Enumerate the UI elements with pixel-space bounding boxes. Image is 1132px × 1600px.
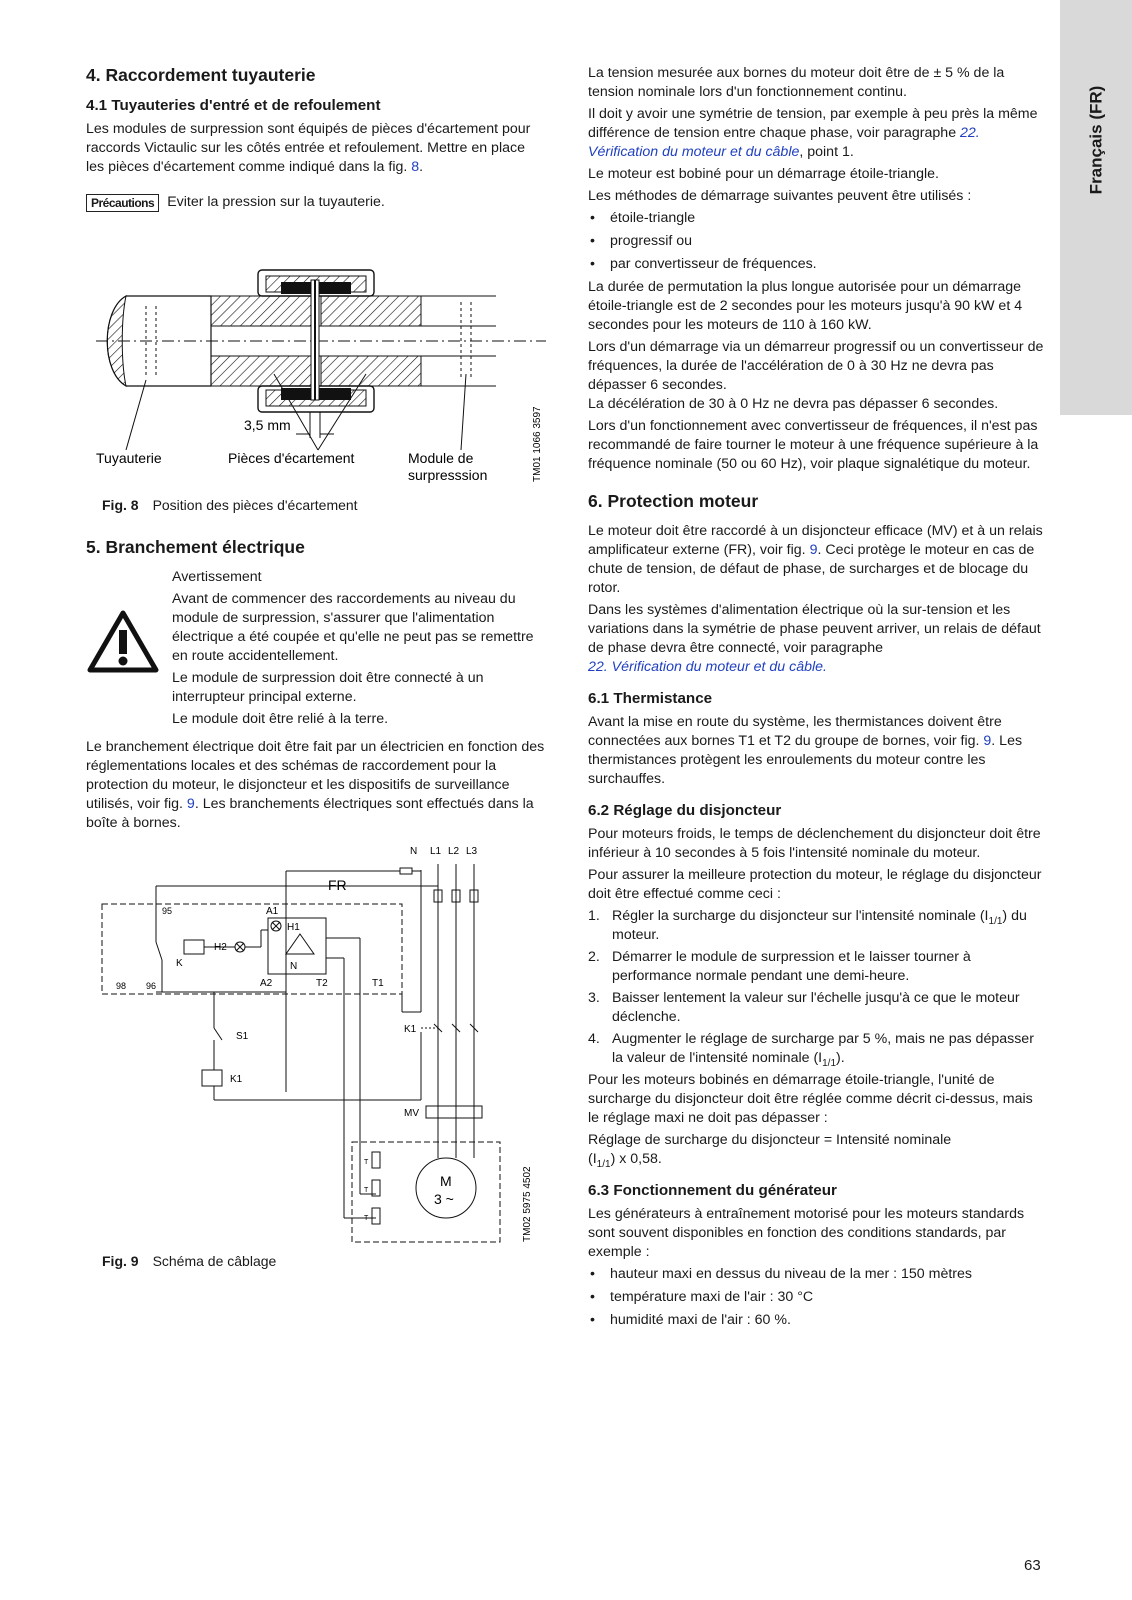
section-4-1-title: 4.1 Tuyauteries d'entré et de refoulement <box>86 97 381 114</box>
language-tab <box>1060 0 1132 415</box>
label-H1: H1 <box>287 922 300 933</box>
label-A1: A1 <box>266 906 279 917</box>
label-98: 98 <box>116 981 127 991</box>
formula-text: Réglage de surcharge du disjoncteur = Intensité nominale <box>588 1132 952 1148</box>
voltage-symmetry <box>588 105 1044 162</box>
section-6-2-p1: Pour moteurs froids, le temps de déclenchement du disjoncteur doit être inférieur à 10 secondes à 5 fois l'intensité nominale du moteur. <box>588 826 1041 861</box>
step-text: Démarrer le module de surpression et le laisser tourner à performance normale pendant une demi-heure. <box>612 949 971 984</box>
section-5-title: 5. Branchement électrique <box>86 537 305 557</box>
label-N-relay: N <box>290 961 298 972</box>
label-pipe: Tuyauterie <box>96 450 162 466</box>
fig-8-number: Fig. 8 <box>102 497 139 513</box>
section-6-2-p3: Pour les moteurs bobinés en démarrage étoile-triangle, l'unité de surcharge du disjoncteur doit être réglée comme décrit ci-dessus, mais le réglage maxi ne doit pas dépasser : <box>588 1072 1033 1126</box>
label-95: 95 <box>162 906 173 916</box>
fig-8-caption <box>102 496 358 515</box>
warning-p3: Le module doit être relié à la terre. <box>172 711 389 727</box>
generator-conditions-list <box>588 1265 1044 1330</box>
label-M: M <box>440 1173 452 1189</box>
label-H2: H2 <box>214 942 227 953</box>
list-item: • température maxi de l'air : 30 °C <box>588 1288 1044 1307</box>
section-6-3-p1: Les générateurs à entraînement motorisé pour les moteurs standards sont souvent disponibles en fonction des conditions standards, par exemple : <box>588 1206 1025 1260</box>
step-number: 4. <box>588 1031 600 1047</box>
section-4-1-body <box>86 120 546 177</box>
step-number: 2. <box>588 949 600 965</box>
label-K: K <box>176 958 183 969</box>
step-subscript: 1/1 <box>822 1057 837 1069</box>
section-22-link-2[interactable]: 22. Vérification du moteur et du câble. <box>588 659 827 675</box>
label-MV: MV <box>404 1108 419 1119</box>
section-6-1-title: 6.1 Thermistance <box>588 690 713 707</box>
warning-p2: Le module de surpression doit être connecté à un interrupteur principal externe. <box>172 670 484 705</box>
section-4-1-text: Les modules de surpression sont équipés de pièces d'écartement pour raccords Victaulic sur les côtés entrée et refoulement. Mettre en place les pièces d'écartement comme indiqué dans la fig. <box>86 121 531 175</box>
label-S1: S1 <box>236 1031 249 1042</box>
list-item: • par convertisseur de fréquences. <box>588 255 1044 274</box>
caution-badge: Précautions <box>86 194 159 212</box>
section-6-title: 6. Protection moteur <box>588 491 759 511</box>
label-96: 96 <box>146 981 157 991</box>
figure-9-wiring-diagram <box>96 842 546 1252</box>
list-item: • humidité maxi de l'air : 60 %. <box>588 1311 1044 1330</box>
dimension-marker <box>244 412 334 438</box>
frequency-converter: Lors d'un fonctionnement avec convertisseur de fréquences, il n'est pas recommandé de faire tourner le moteur à une fréquence supérieure à la fréquence nominale (50 ou 60 Hz), voir plaque signalétique du moteur. <box>588 418 1039 472</box>
label-FR: FR <box>328 877 347 893</box>
list-item: • progressif ou <box>588 232 1044 251</box>
section-6-2-title: 6.2 Réglage du disjoncteur <box>588 802 782 819</box>
fig-9-link[interactable]: 9 <box>186 796 195 812</box>
warning-icon <box>86 568 160 678</box>
switch-duration: La durée de permutation la plus longue autorisée pour un démarrage étoile-triangle est de 2 secondes pour les moteurs jusqu'à 90 kW et 4 secondes pour les moteurs de 110 à 160 kW. <box>588 279 1023 333</box>
label-A2: A2 <box>260 978 273 989</box>
label-L3: L3 <box>466 846 478 857</box>
step-text-end: ). <box>836 1050 845 1066</box>
caution-text: Eviter la pression sur la tuyauterie. <box>167 194 385 210</box>
section-6-text: Le moteur doit être raccordé à un disjoncteur efficace (MV) et à un relais amplificateur externe (FR), voir fig. <box>588 523 1043 558</box>
section-6-p2 <box>588 601 1044 677</box>
deceleration: La décélération de 30 à 0 Hz ne devra pas dépasser 6 secondes. <box>588 396 999 412</box>
dimension-label: 3,5 mm <box>244 417 291 433</box>
section-5-body <box>86 738 546 833</box>
warning-title: Avertissement <box>172 569 262 585</box>
warning-p1: Avant de commencer des raccordements au niveau du module de surpression, s'assurer que l'alimentation électrique a été coupée et qu'elle ne peut pas se remettre en route accidentellement. <box>172 591 534 664</box>
right-column <box>588 64 1044 1334</box>
label-K1-coil: K1 <box>230 1074 243 1085</box>
fig-9-link-3[interactable]: 9 <box>983 733 992 749</box>
section-4-1-text-end: . <box>419 159 424 175</box>
start-methods-intro: Les méthodes de démarrage suivantes peuvent être utilisés : <box>588 188 972 204</box>
label-T-2: T <box>364 1187 369 1194</box>
step-subscript: 1/1 <box>988 915 1003 927</box>
section-6-1-body <box>588 713 1044 789</box>
section-6-1-text-end: . Les thermistances protègent les enroulements du moteur contre les surchauffes. <box>588 733 1023 787</box>
list-item: • étoile-triangle <box>588 209 1044 228</box>
adjustment-steps <box>588 907 1044 1068</box>
label-T-3: T <box>364 1215 369 1222</box>
fig-8-ref: TM01 1066 3597 <box>532 406 543 482</box>
section-6-p2-text: Dans les systèmes d'alimentation électrique où la sur-tension et les variations dans la symétrie de phase peuvent arriver, un relais de défaut de phase devra être connecté, voir paragraphe <box>588 602 1041 656</box>
fig-9-link-2[interactable]: 9 <box>809 542 818 558</box>
label-K1-contacts: K1 <box>404 1024 417 1035</box>
step-item <box>588 948 1044 986</box>
voltage-symmetry-text: Il doit y avoir une symétrie de tension, par exemple à peu près la même différence de tension entre chaque phase, voir paragraphe <box>588 106 1038 141</box>
section-6-p1 <box>588 522 1044 598</box>
step-item <box>588 1030 1044 1068</box>
formula-subscript: 1/1 <box>596 1158 611 1170</box>
section-5 <box>86 536 546 836</box>
label-module-2: surpresssion <box>408 467 488 483</box>
section-22-link[interactable]: 22. Vérification du moteur et du câble <box>588 125 980 160</box>
caution-note <box>86 193 546 212</box>
label-module-1: Module de <box>408 450 474 466</box>
label-L1: L1 <box>430 846 442 857</box>
warning-block <box>86 568 546 732</box>
figure-8-pipe-diagram <box>86 262 556 497</box>
step-text: Baisser lentement la valeur sur l'échelle jusqu'à ce que le moteur déclenche. <box>612 990 1020 1025</box>
acceleration: Lors d'un démarrage via un démarreur progressif ou un convertisseur de fréquences, la durée de l'accélération de 0 à 30 Hz ne devra pas dépasser 6 secondes. <box>588 339 1044 393</box>
section-6-3-title: 6.3 Fonctionnement du générateur <box>588 1182 837 1199</box>
fig-9-ref: TM02 5975 4502 <box>522 1166 533 1242</box>
section-4-title: 4. Raccordement tuyauterie <box>86 65 316 85</box>
label-T2: T2 <box>316 978 328 989</box>
label-N: N <box>410 846 418 857</box>
label-spacers: Pièces d'écartement <box>228 450 355 466</box>
section-6-2-p4 <box>588 1131 1044 1169</box>
step-text-end: ) du moteur. <box>612 908 1027 943</box>
step-item <box>588 907 1044 945</box>
label-L2: L2 <box>448 846 460 857</box>
fig-8-link[interactable]: 8 <box>411 159 420 175</box>
motor-winding: Le moteur est bobiné pour un démarrage étoile-triangle. <box>588 166 939 182</box>
label-T-1: T <box>364 1159 369 1166</box>
fig-9-text: Schéma de câblage <box>152 1253 277 1269</box>
voltage-tolerance: La tension mesurée aux bornes du moteur doit être de ± 5 % de la tension nominale lors d'un fonctionnement continu. <box>588 65 1005 100</box>
step-number: 3. <box>588 990 600 1006</box>
page-number: 63 <box>1024 1557 1041 1574</box>
section-6-text-end: . Ceci protège le moteur en cas de chute de tension, de défaut de phase, de surcharges et de blocage du rotor. <box>588 542 1035 596</box>
section-5-text: Le branchement électrique doit être fait par un électricien en fonction des réglementations locales et des schémas de raccordement pour la protection du moteur, le disjoncteur et les dispositifs de surveillance utilisés, voir fig. <box>86 739 545 812</box>
fig-8-text: Position des pièces d'écartement <box>152 497 358 513</box>
formula-factor: ) x 0,58. <box>610 1151 662 1167</box>
voltage-symmetry-end: , point 1. <box>799 144 854 160</box>
left-column <box>86 64 546 212</box>
section-6-1-text: Avant la mise en route du système, les thermistances doivent être connectées aux bornes T1 et T2 du groupe de bornes, voir fig. <box>588 714 1002 749</box>
start-methods-list <box>588 209 1044 274</box>
fig-9-caption <box>102 1252 276 1271</box>
label-3-phase: 3 ~ <box>434 1191 454 1207</box>
step-text: Régler la surcharge du disjoncteur sur l'intensité nominale (I <box>612 908 989 924</box>
section-6-2-p2: Pour assurer la meilleure protection du moteur, le réglage du disjoncteur doit être effectué comme ceci : <box>588 867 1042 902</box>
step-text: Augmenter le réglage de surcharge par 5 %, mais ne pas dépasser la valeur de l'intensité nominale (I <box>612 1031 1034 1066</box>
list-item: • hauteur maxi en dessus du niveau de la mer : 150 mètres <box>588 1265 1044 1284</box>
section-5-text-end: . Les branchements électriques sont effectués dans la boîte à bornes. <box>86 796 534 831</box>
fig-9-number: Fig. 9 <box>102 1253 139 1269</box>
warning-text <box>172 568 542 732</box>
formula-i: (I <box>588 1151 597 1167</box>
step-number: 1. <box>588 908 600 924</box>
step-item <box>588 989 1044 1027</box>
language-tab-label: Français (FR) <box>1086 85 1106 195</box>
label-T1: T1 <box>372 978 384 989</box>
